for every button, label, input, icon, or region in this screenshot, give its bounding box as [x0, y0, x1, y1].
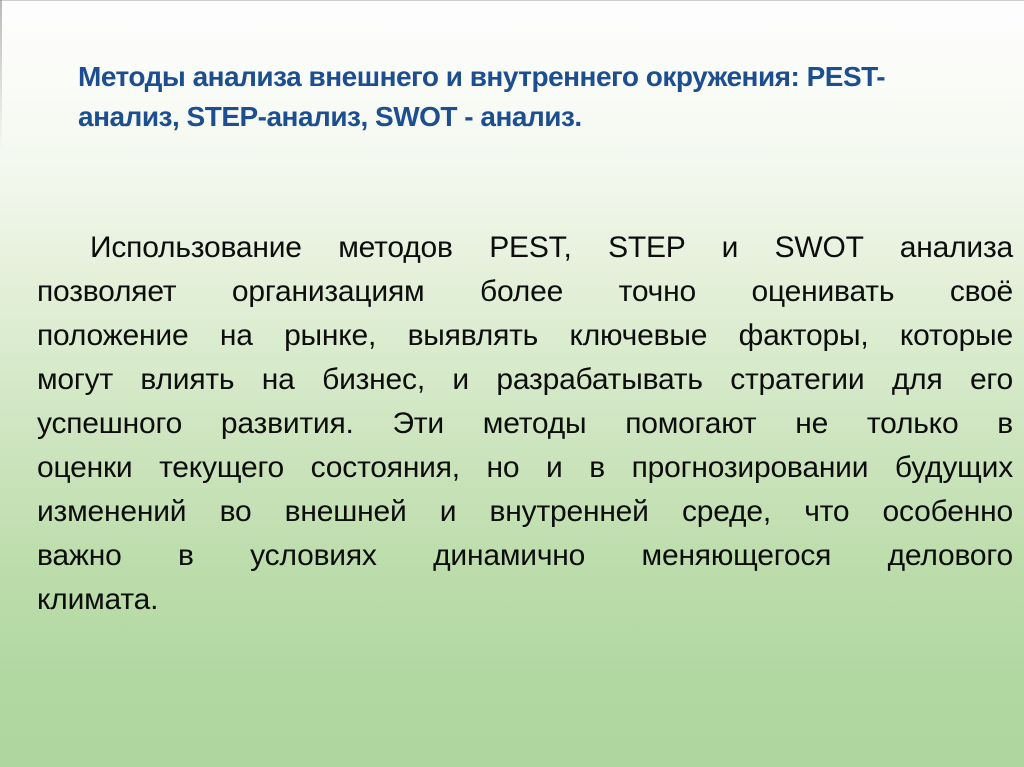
slide-top-edge	[0, 0, 1024, 1]
body-line-1: Использование методов PEST, STEP и SWOT анализа	[90, 231, 1013, 264]
body-line-5: успешного развития. Эти методы помогают не только в	[37, 407, 1013, 440]
slide-body-paragraph	[37, 226, 1013, 622]
body-line-3: положение на рынке, выявлять ключевые факторы, которые	[37, 319, 1013, 352]
body-line-6: оценки текущего состояния, но и в прогнозировании будущих	[37, 451, 1013, 484]
body-line-7: изменений во внешней и внутренней среде, что особенно	[37, 495, 1013, 528]
body-line-2: позволяет организациям более точно оценивать своё	[37, 275, 1013, 308]
slide-left-edge	[0, 0, 2, 150]
slide-title-line-1: Методы анализа внешнего и внутреннего окружения: PEST-	[78, 61, 886, 92]
slide-title-line-2: анализ, STEP-анализ, SWOT - анализ.	[78, 101, 582, 132]
body-line-9: климата.	[37, 583, 159, 616]
slide-title	[78, 57, 885, 137]
body-line-4: могут влиять на бизнес, и разрабатывать стратегии для его	[37, 363, 1013, 396]
body-line-8: важно в условиях динамично меняющегося делового	[37, 539, 1013, 572]
